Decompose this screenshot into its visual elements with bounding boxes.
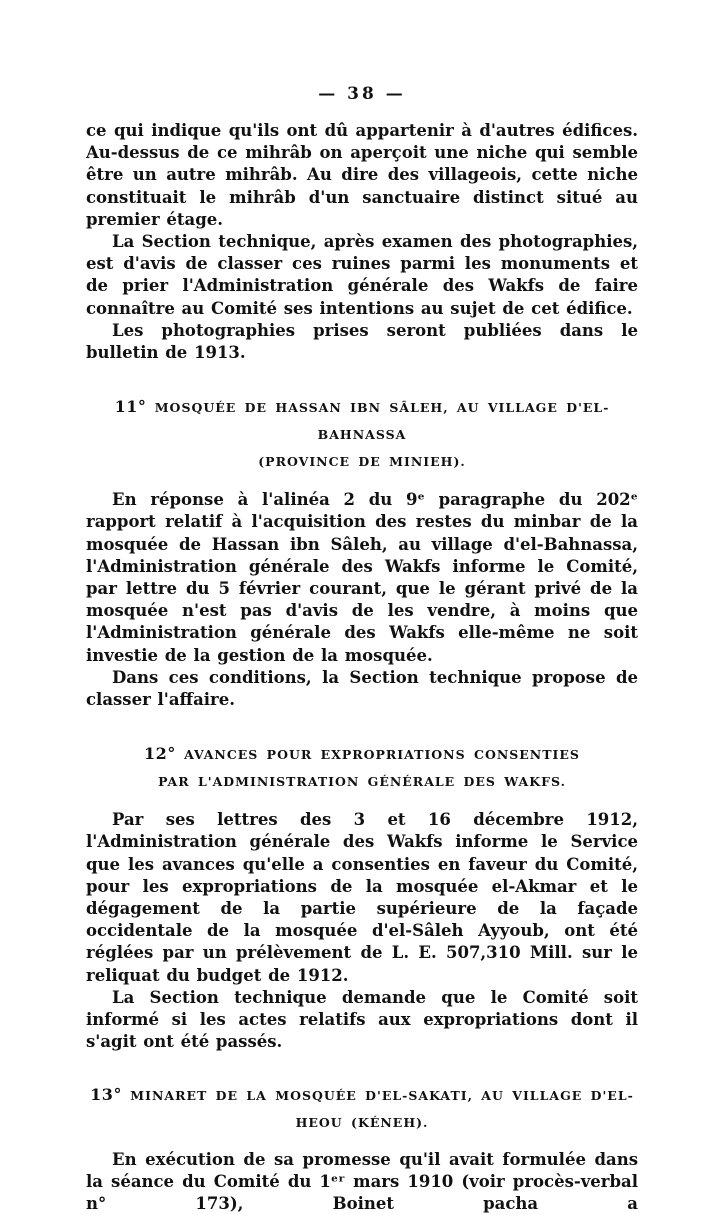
section-title-13: MINARET DE LA MOSQUÉE D'EL-SAKATI, AU VILLAGE D'EL-HEOU (KÉNEH).: [130, 1088, 634, 1130]
section-number-11: 11°: [115, 397, 147, 416]
paragraph-continuation: ce qui indique qu'ils ont dû appartenir à d'autres édifices. Au-dessus de ce mihrâb on aperçoit une niche qui semble être un autre mihrâb. Au dire des villageois, cette niche constituait le mihrâb d'un sanctuaire distinct situé au premier étage.: [86, 120, 638, 231]
section-heading-12: [86, 740, 638, 795]
section-heading-13-line1: [86, 1081, 638, 1136]
section-subtitle-11: (PROVINCE DE MINIEH).: [86, 448, 638, 475]
section-number-12: 12°: [144, 744, 176, 763]
section-heading-11-line1: [86, 393, 638, 448]
paragraph-dans-ces-conditions: Dans ces conditions, la Section technique propose de classer l'affaire.: [86, 667, 638, 711]
paragraph-section-technique: La Section technique, après examen des photographies, est d'avis de classer ces ruines parmi les monuments et de prier l'Administration générale des Wakfs de faire connaître au Comité ses intentions au sujet de cet édifice.: [86, 231, 638, 320]
section-heading-11: [86, 393, 638, 475]
paragraph-par-ses-lettres: Par ses lettres des 3 et 16 décembre 1912, l'Administration générale des Wakfs informe le Service que les avances qu'elle a consenties en faveur du Comité, pour les expropriations de la mosquée el-Akmar et le dégagement de la partie supérieure de la façade occidentale de la mosquée d'el-Sâleh Ayyoub, ont été réglées par un prélèvement de L. E. 507,310 Mill. sur le reliquat du budget de 1912.: [86, 809, 638, 987]
paragraph-section-demande: La Section technique demande que le Comité soit informé si les actes relatifs aux expropriations dont il s'agit ont été passés.: [86, 987, 638, 1054]
section-title-12: AVANCES POUR EXPROPRIATIONS CONSENTIES: [184, 747, 580, 762]
paragraph-en-execution: En exécution de sa promesse qu'il avait formulée dans la séance du Comité du 1ᵉʳ mars 1910 (voir procès-verbal n° 173), Boinet pacha a: [86, 1149, 638, 1215]
section-title-11: MOSQUÉE DE HASSAN IBN SÂLEH, AU VILLAGE D'EL-BAHNASSA: [155, 400, 610, 442]
paragraph-en-reponse: En réponse à l'alinéa 2 du 9ᵉ paragraphe du 202ᵉ rapport relatif à l'acquisition des restes du minbar de la mosquée de Hassan ibn Sâleh, au village d'el-Bahnassa, l'Administration générale des Wakfs informe le Comité, par lettre du 5 février courant, que le gérant privé de la mosquée n'est pas d'avis de les vendre, à moins que l'Administration générale des Wakfs elle-même ne soit investie de la gestion de la mosquée.: [86, 489, 638, 667]
section-number-13: 13°: [90, 1085, 122, 1104]
section-subtitle-12: PAR L'ADMINISTRATION GÉNÉRALE DES WAKFS.: [86, 768, 638, 795]
section-heading-13: [86, 1081, 638, 1136]
paragraph-photographies: Les photographies prises seront publiées dans le bulletin de 1913.: [86, 320, 638, 364]
page-number: — 38 —: [86, 84, 638, 104]
section-heading-12-line1: [86, 740, 638, 768]
